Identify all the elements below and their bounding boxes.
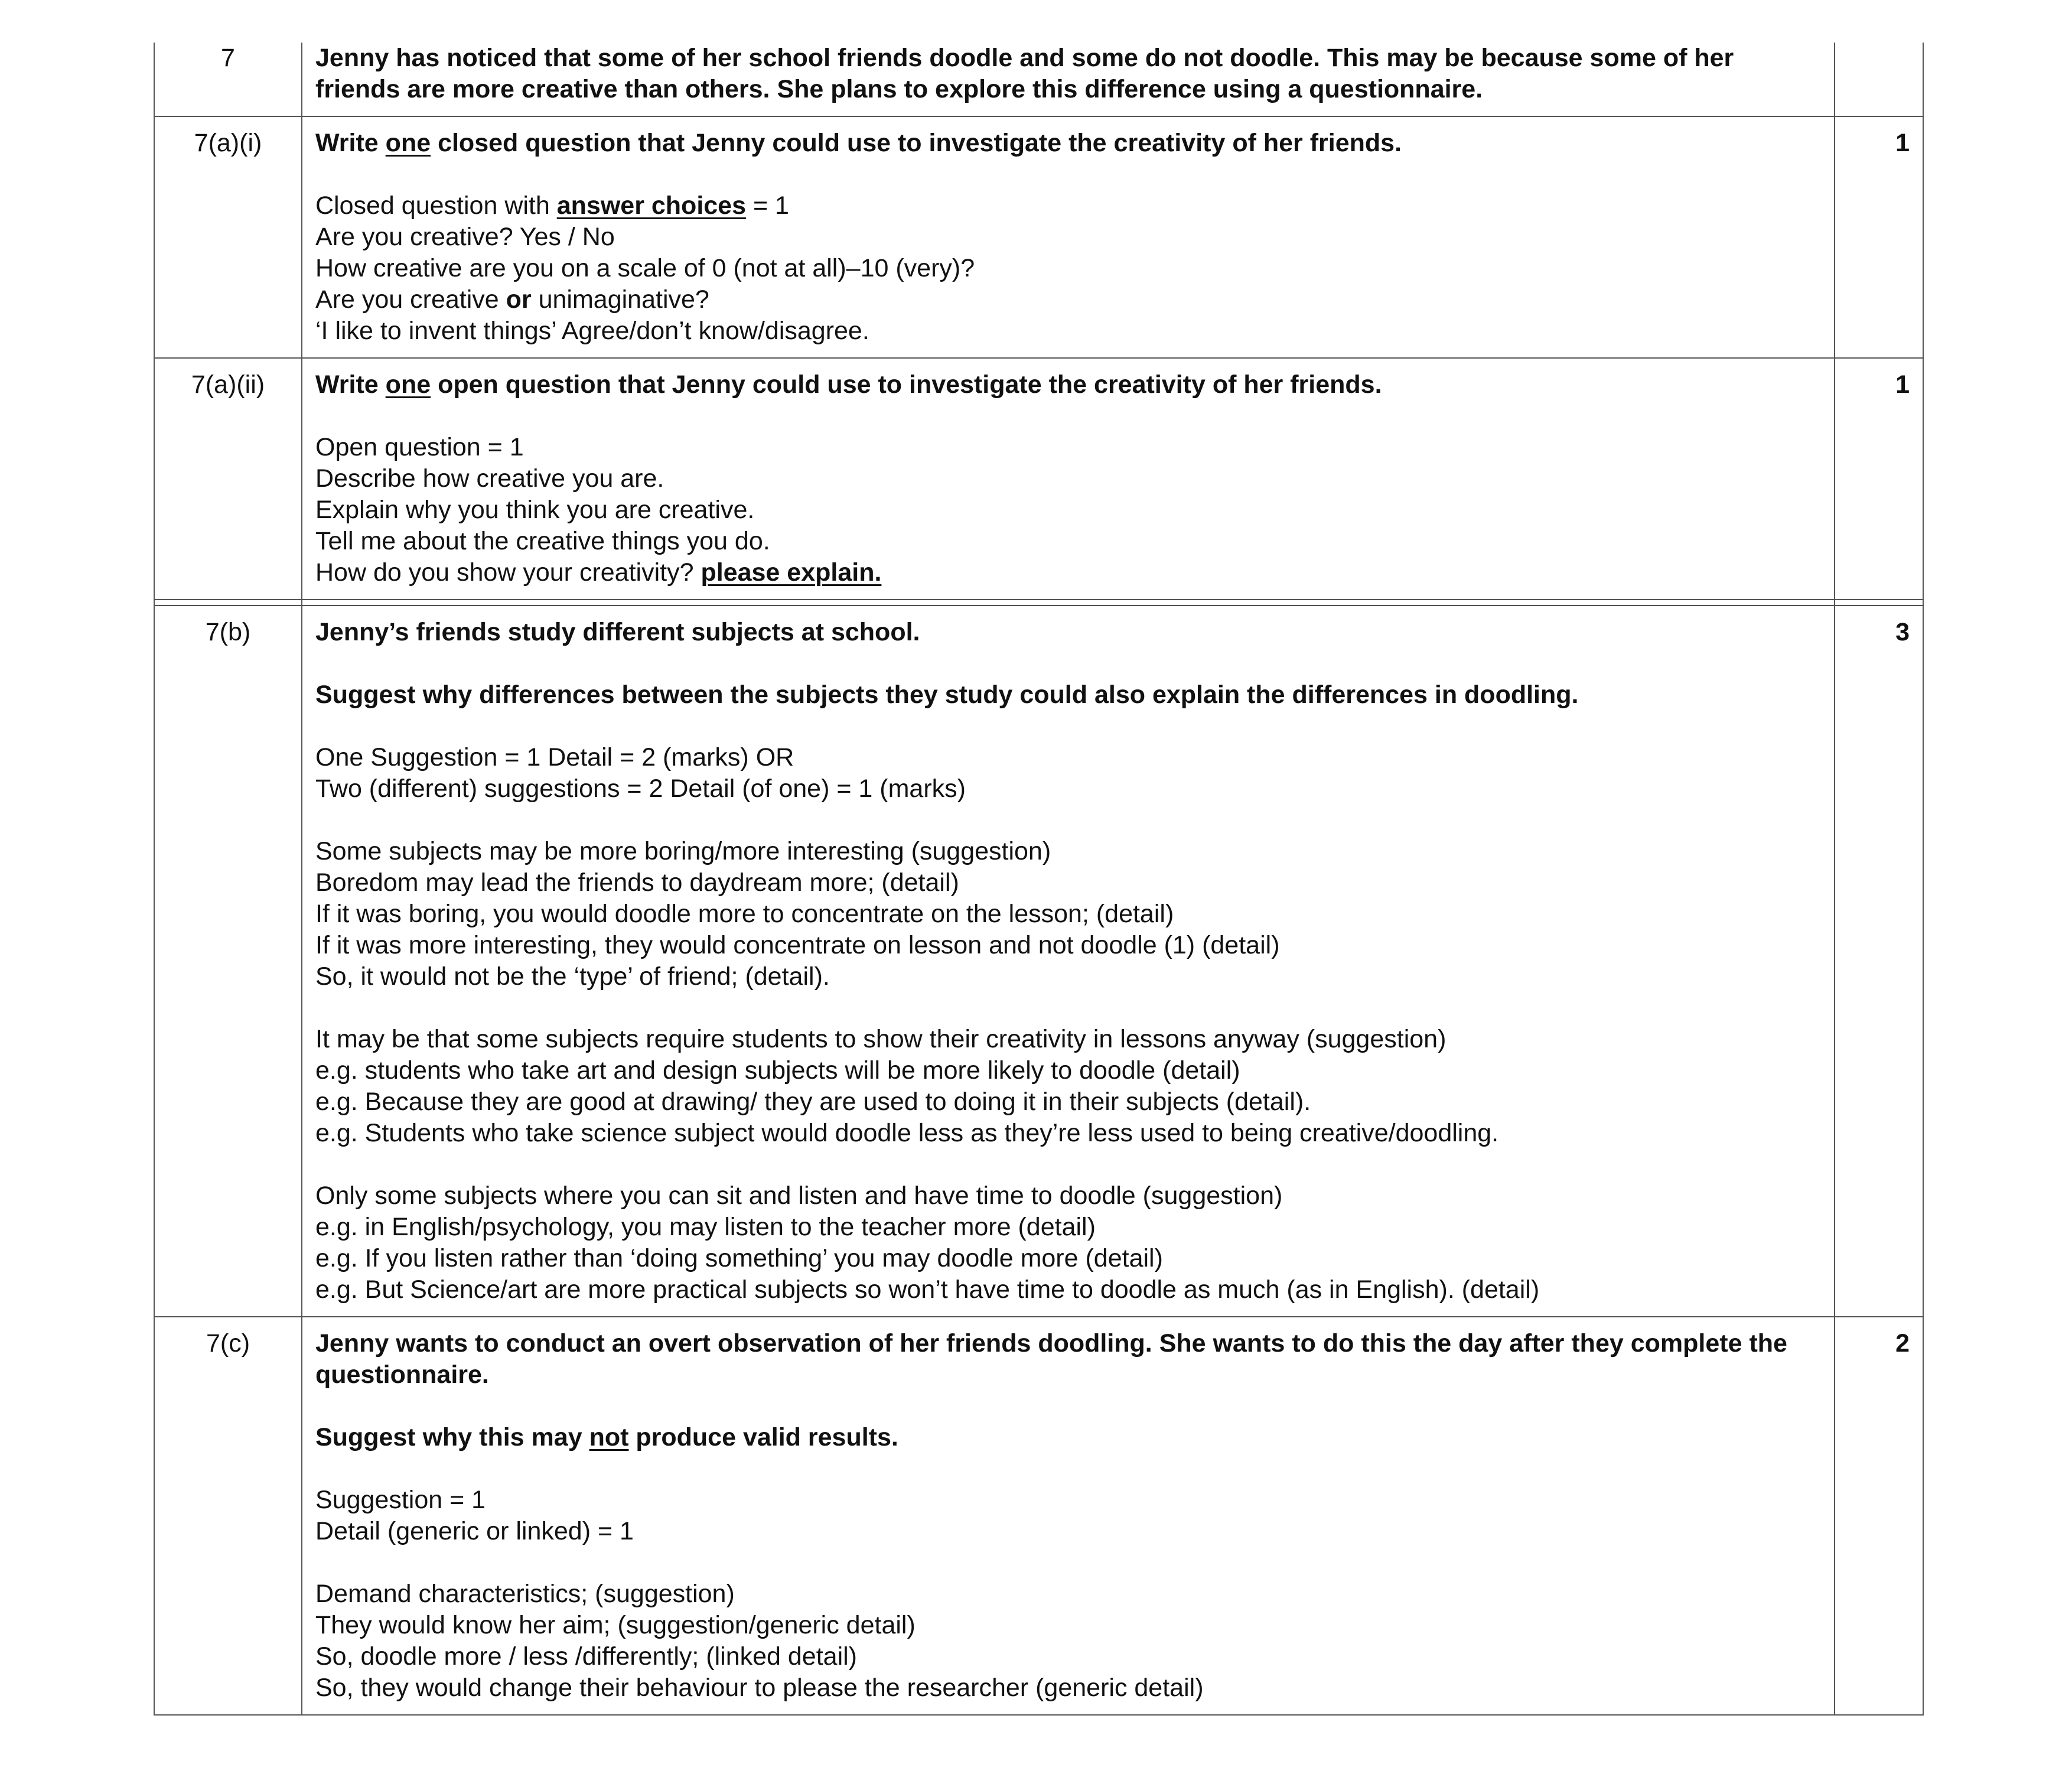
answer-line: Describe how creative you are. bbox=[315, 464, 664, 493]
answer-line: Are you creative or unimaginative? bbox=[315, 285, 709, 314]
table-row-q7b bbox=[154, 606, 1923, 1317]
answer-cell bbox=[302, 1317, 1835, 1715]
answer-line: Are you creative? Yes / No bbox=[315, 223, 615, 251]
answer-line: How creative are you on a scale of 0 (not at all)–10 (very)? bbox=[315, 254, 975, 282]
answer-lines bbox=[315, 1485, 1821, 1704]
marks-cell: 2 bbox=[1835, 1317, 1923, 1715]
answer-line: One Suggestion = 1 Detail = 2 (marks) OR bbox=[315, 743, 794, 772]
question-text: Jenny’s friends study different subjects at school. bbox=[315, 618, 920, 646]
answer-line: They would know her aim; (suggestion/generic detail) bbox=[315, 1611, 916, 1639]
answer-lines bbox=[315, 742, 1821, 1306]
answer-line: e.g. Because they are good at drawing/ they are used to doing it in their subjects (detail). bbox=[315, 1088, 1311, 1116]
table-spacer-row bbox=[154, 600, 1923, 606]
answer-line: How do you show your creativity? please explain. bbox=[315, 558, 882, 587]
answer-line: Two (different) suggestions = 2 Detail (of one) = 1 (marks) bbox=[315, 774, 966, 803]
answer-line: ‘I like to invent things’ Agree/don’t know/disagree. bbox=[315, 317, 869, 345]
question-text: Suggest why this may not produce valid results. bbox=[315, 1423, 898, 1451]
question-number: 7 bbox=[154, 43, 302, 116]
question-text: Jenny wants to conduct an overt observation of her friends doodling. She wants to do this the day after they complete the questionnaire. bbox=[315, 1329, 1794, 1389]
answer-line: Detail (generic or linked) = 1 bbox=[315, 1517, 634, 1545]
question-number: 7(b) bbox=[154, 606, 302, 1317]
marks-cell: 3 bbox=[1835, 606, 1923, 1317]
table-row-q7aii bbox=[154, 358, 1923, 600]
answer-line: e.g. Students who take science subject would doodle less as they’re less used to being creative/doodling. bbox=[315, 1119, 1499, 1147]
table-row-q7c bbox=[154, 1317, 1923, 1715]
answer-cell bbox=[302, 606, 1835, 1317]
mark-rule: Open question = 1 bbox=[315, 433, 524, 461]
question-stem-text: Jenny has noticed that some of her school friends doodle and some do not doodle. This may be because some of her friends are more creative than others. She plans to explore this difference using a questionnaire. bbox=[315, 44, 1734, 103]
answer-line: Suggestion = 1 bbox=[315, 1486, 486, 1514]
answer-line: If it was more interesting, they would concentrate on lesson and not doodle (1) (detail) bbox=[315, 931, 1280, 959]
mark-rule: Closed question with answer choices = 1 bbox=[315, 191, 789, 220]
answer-line: Explain why you think you are creative. bbox=[315, 496, 755, 524]
answer-line: Some subjects may be more boring/more interesting (suggestion) bbox=[315, 837, 1051, 865]
answer-line: So, doodle more / less /differently; (linked detail) bbox=[315, 1642, 858, 1671]
question-number: 7(a)(ii) bbox=[154, 358, 302, 600]
answer-line: e.g. students who take art and design subjects will be more likely to doodle (detail) bbox=[315, 1056, 1240, 1085]
question-text: Suggest why differences between the subjects they study could also explain the differences in doodling. bbox=[315, 681, 1579, 709]
answer-line: Only some subjects where you can sit and listen and have time to doodle (suggestion) bbox=[315, 1181, 1283, 1210]
answer-line: Demand characteristics; (suggestion) bbox=[315, 1580, 735, 1608]
answer-line: So, they would change their behaviour to please the researcher (generic detail) bbox=[315, 1674, 1204, 1702]
question-text: Write one open question that Jenny could use to investigate the creativity of her friends. bbox=[315, 370, 1382, 399]
marks-cell bbox=[1835, 43, 1923, 116]
marks-cell: 1 bbox=[1835, 116, 1923, 358]
table-row-q7 bbox=[154, 43, 1923, 116]
answer-line: So, it would not be the ‘type’ of friend; (detail). bbox=[315, 962, 830, 991]
mark-scheme-table bbox=[154, 43, 1924, 1716]
answer-line: If it was boring, you would doodle more to concentrate on the lesson; (detail) bbox=[315, 900, 1174, 928]
answer-line: e.g. But Science/art are more practical subjects so won’t have time to doodle as much (as in English). (detail) bbox=[315, 1275, 1540, 1304]
question-stem bbox=[302, 43, 1835, 116]
answer-line: It may be that some subjects require students to show their creativity in lessons anyway (suggestion) bbox=[315, 1025, 1447, 1053]
answer-cell bbox=[302, 116, 1835, 358]
question-number: 7(a)(i) bbox=[154, 116, 302, 358]
mark-scheme-page bbox=[154, 43, 1923, 1716]
answer-line: Boredom may lead the friends to daydream more; (detail) bbox=[315, 868, 959, 897]
marks-cell: 1 bbox=[1835, 358, 1923, 600]
answer-line: e.g. in English/psychology, you may listen to the teacher more (detail) bbox=[315, 1213, 1096, 1241]
answer-line: Tell me about the creative things you do. bbox=[315, 527, 770, 555]
table-row-q7ai bbox=[154, 116, 1923, 358]
answer-line: e.g. If you listen rather than ‘doing something’ you may doodle more (detail) bbox=[315, 1244, 1163, 1272]
question-number: 7(c) bbox=[154, 1317, 302, 1715]
question-text: Write one closed question that Jenny could use to investigate the creativity of her friends. bbox=[315, 129, 1402, 157]
answer-cell bbox=[302, 358, 1835, 600]
